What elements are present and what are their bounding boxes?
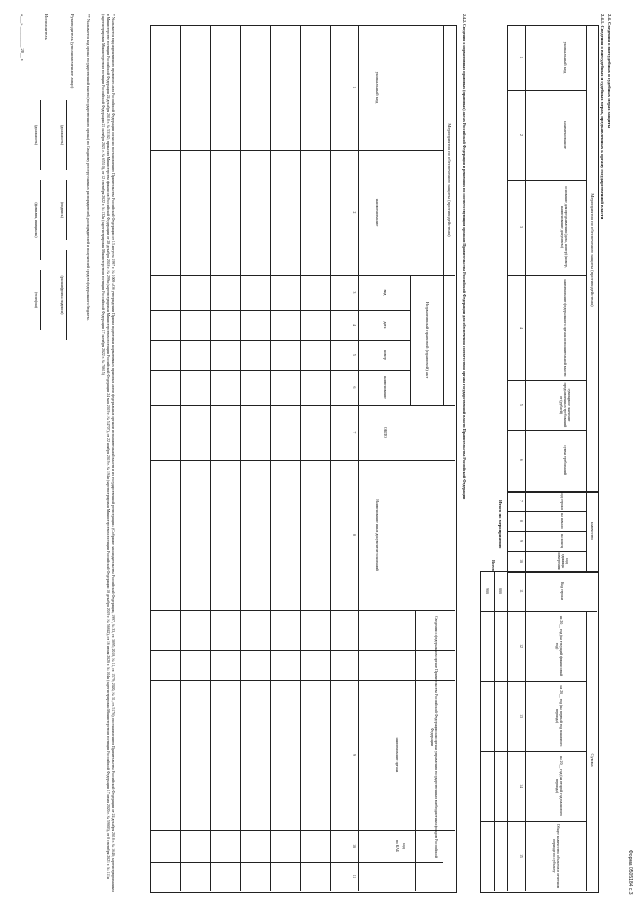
s2-n7: 7	[352, 431, 356, 434]
s1-col2: наименование	[563, 121, 568, 149]
s2-norm-notes: Наименование иных документов-оснований	[375, 499, 379, 571]
nested-n10: 10	[519, 559, 523, 563]
sums-n13: 13	[519, 714, 523, 718]
section1-group-header: Мероприятия по обеспечению защиты (противодействия)	[590, 193, 595, 307]
nested-col10: код единицы измерения	[556, 552, 569, 570]
s1-n6: 6	[519, 459, 523, 461]
sums-n14: 14	[519, 784, 523, 788]
exec-phone: (телефон)	[34, 292, 38, 308]
nested-n8: 8	[519, 520, 523, 522]
nested-n7: 7	[519, 500, 523, 502]
s1-col5: суммарное значение предъявленных требований от (рублей)	[558, 382, 571, 428]
s1-col4: наименование федерального органа исполнительной власти	[563, 279, 567, 377]
sums-year3: на 20__ год (на второй год планового периода)	[554, 756, 563, 816]
s2-norm-name: наименование	[383, 376, 387, 399]
s1-n1: 1	[519, 56, 523, 59]
nested-col8: на начало	[560, 513, 564, 529]
sums-n12: 12	[519, 644, 523, 648]
s1-n5: 5	[519, 404, 523, 406]
s2-col-name: наименование	[375, 198, 380, 227]
s2-col-code: уникальный код	[375, 71, 380, 104]
sums-year1: на 20__ год (на текущий финансовый год)	[554, 615, 563, 677]
sums-header: Сумма	[590, 753, 595, 767]
s2-n3: 3	[352, 291, 356, 294]
s2-n2: 2	[352, 211, 356, 214]
sums-n11: 11	[519, 589, 523, 593]
s2-n11: 11	[352, 874, 356, 879]
section2-table	[150, 25, 457, 893]
head-pos: (должность)	[60, 125, 64, 145]
s2-n1: 1	[352, 86, 356, 89]
code-000: 000	[498, 588, 502, 594]
s1-n3: 3	[519, 226, 523, 228]
nested-col9: на конец	[560, 534, 564, 548]
section2-heading: 2.4.2. Сведения о нормативных правовых (правовых) актах Российской Федерации и решениях по соответствующим органам Правительства Российской Федерации для обеспечения соответствия органа государственной власти Правительства Российской Федерации	[462, 14, 467, 500]
nested-n9: 9	[519, 540, 523, 542]
footnote-2: ** Указывается код органа государственной власти (государственного органа) по Сводному реестру главных распорядителей, распорядителей и получателей средств федерального бюджета.	[86, 14, 90, 321]
s2-norm-group: Нормативный правовой (правовой) акт	[425, 301, 430, 379]
head-name: (расшифровка подписи)	[60, 275, 64, 315]
s2-right-code: код	[402, 843, 406, 849]
s2-n6: 6	[352, 386, 356, 389]
section1-heading-b: 2.4.1. Сведения о внесудебных и судебных мерах, предъявленных к органу государственной власти	[600, 14, 605, 220]
head-sign: (подпись)	[60, 202, 64, 218]
exec-fio: (фамилия, инициалы)	[34, 202, 38, 238]
s2-right-name: наименование органа	[395, 737, 399, 773]
sums-year2: на 20__ год (на первый год планового периода)	[554, 685, 563, 747]
s2-n4: 4	[352, 324, 356, 326]
s1-col6: сумма требований	[563, 445, 567, 475]
total-label: Итого по мероприятию	[498, 500, 503, 549]
nested-header: количество	[590, 521, 594, 541]
s2-col-type: вид	[383, 289, 387, 296]
sums-code-col: Код строки	[560, 581, 564, 601]
section1-heading-a: 2.4. Сведения о внесудебных и судебных мерах защиты	[607, 14, 612, 129]
s1-n2: 2	[519, 134, 523, 136]
sums-last: Общее количество объектов в отчетном периоде по субъекту	[551, 823, 560, 889]
s2-n5: 5	[352, 354, 356, 356]
s1-n4: 4	[519, 327, 523, 329]
exec-pos: (должность)	[34, 125, 38, 145]
exec-label: Исполнитель	[44, 14, 49, 40]
s2-group-header: Мероприятия по обеспечению защиты (противодействия)	[447, 123, 452, 237]
s2-n8: 8	[352, 534, 356, 536]
code-900: 900	[485, 588, 489, 594]
nested-col7: код строки	[560, 492, 564, 510]
s2-right-group: Сведения о федеральном органе Правительства Российской Федерации или органа управления государственным внебюджетным фондом Российской Федерации	[429, 616, 438, 858]
footnote-1: * Указывается вид нормативного правового акта Российской Федерации согласно постановлению Правительства Российской Федерации от 13 августа 1997 г. № 1009 «Об утверждении Правил подготовки нормативных правовых актов федеральных органов исполнительной власти и их государственной регистрации» (Собрание законодательства Российской Федерации, 1997, № 33, ст. 3895; 2018, № 11, ст. 1579; 2020, № 31, ст. 5176); постановлением Правительства Российской Федерации от 24 декабря 2018 г. № 1640; зарегистрированным в Министерстве юстиции Российской Федерации 24 декабря 2018 г. № 53102; приказом Министерства финансов Российской Федерации от 28 декабря 2018 г. № 299н (зарегистрирован Министерством юстиции Российской Федерации 24 мая 2019 г. № 54707), от 22 ноября 2019 г. № 194н (зарегистрирован Министерством юстиции Российской Федерации 18 декабря 2019 г. № 56842), от 16 июня 2020 г. № 104н (зарегистрирован Министерством юстиции Российской Федерации 17 июля 2020 г. № 59003), от 8 сентября 2021 г. № 111н (зарегистрирован Министерством юстиции Российской Федерации 21 октября 2021 г. № 65510), от 12 сентября 2022 г. № 132н (зарегистрирован Министерством юстиции Российской Федерации 17 октября 2022 г. № 70615)	[101, 14, 115, 892]
sign-date: «___» _________ 20__ г.	[20, 14, 25, 62]
sums-table	[480, 571, 599, 893]
s2-norm-okpo: ОКПО	[383, 427, 387, 438]
total-label2: Всего	[491, 560, 496, 572]
head-label: Руководитель (уполномоченное лицо)	[70, 14, 75, 89]
s1-col3: основание для предъявления (дата, номер) (номер, наименование документа)	[559, 186, 568, 268]
s2-n9: 9	[352, 754, 356, 756]
sums-n15: 15	[519, 854, 523, 858]
s2-right-code2: по КАБ	[395, 839, 399, 853]
s2-col-date: дата	[383, 321, 387, 329]
s2-col-num: номер	[383, 350, 387, 360]
s1-col1: уникальный код	[563, 41, 568, 74]
form-code: Форма 0505184 с.3	[627, 850, 633, 895]
s2-n10: 10	[352, 844, 356, 848]
